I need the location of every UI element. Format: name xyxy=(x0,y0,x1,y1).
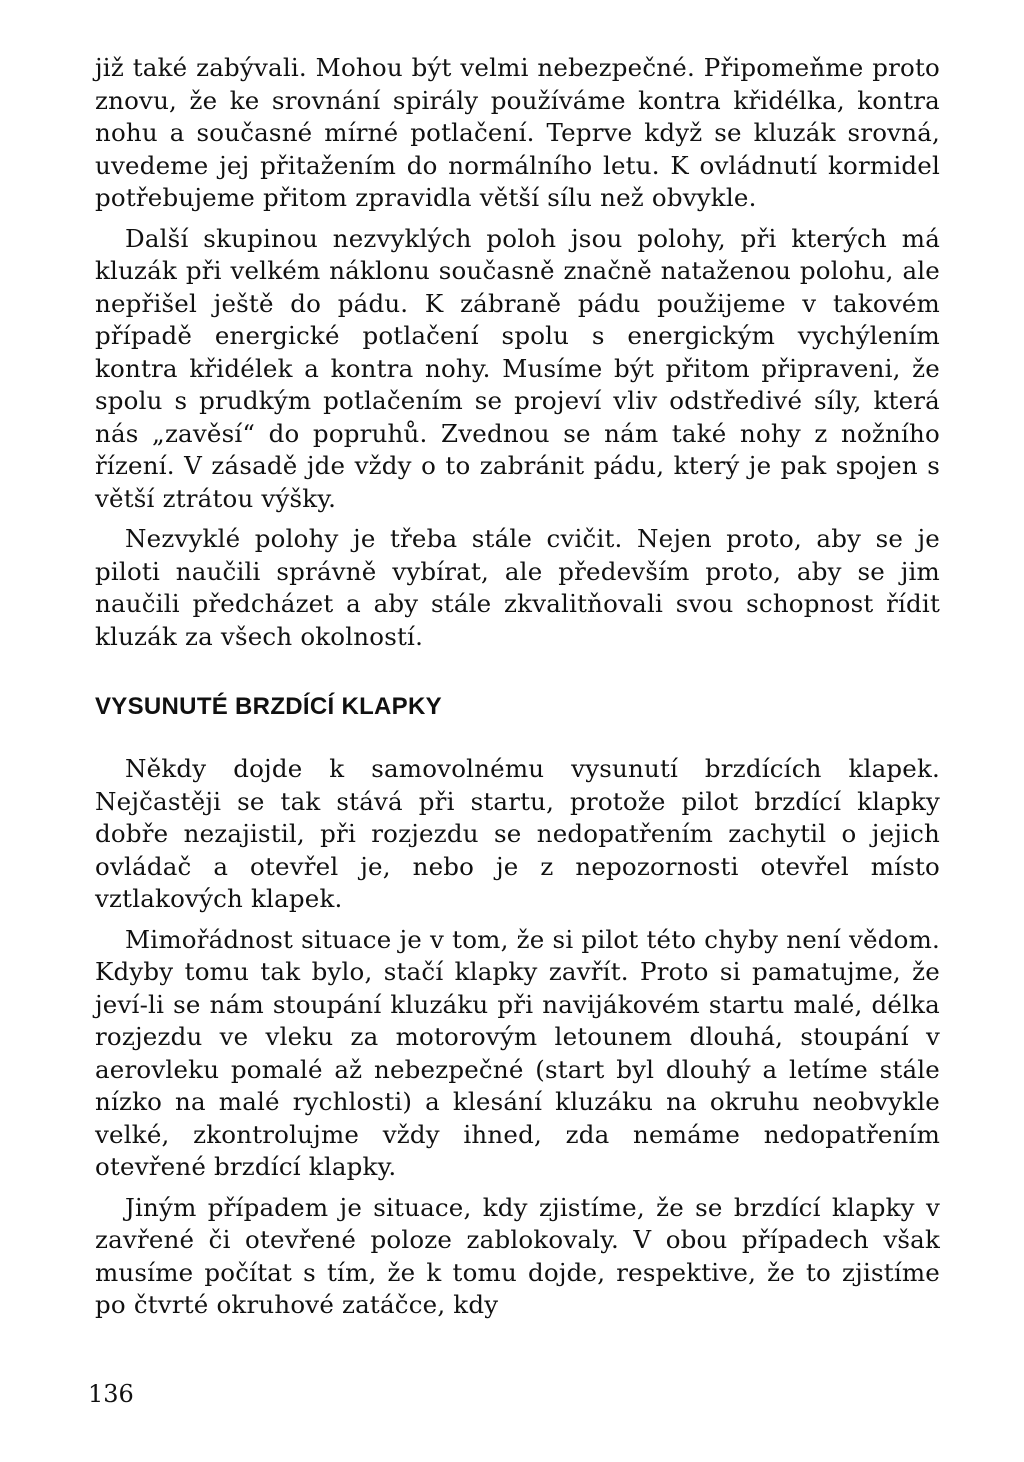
page-text-block xyxy=(95,52,940,1330)
paragraph-unusual-attitudes: Další skupinou nezvyklých poloh jsou polohy, při kterých má kluzák při velkém náklonu současně značně nataženou polohu, ale nepřišel ještě do pádu. K zábraně pádu použijeme v takovém případě energické potlačení spolu s energickým vychýlením kontra křidélek a kontra nohy. Musíme být přitom připraveni, že spolu s prudkým potlačením se projeví vliv odstředivé síly, která nás „zavěsí“ do popruhů. Zvednou se nám také nohy z nožního řízení. V zásadě jde vždy o to zabránit pádu, který je pak spojen s větší ztrátou výšky. xyxy=(95,223,940,513)
paragraph-spiral-recovery: již také zabývali. Mohou být velmi nebezpečné. Připomeňme proto znovu, že ke srovnání spirály používáme kontra křidélka, kontra nohu a současné mírné potlačení. Teprve když se kluzák srovná, uvedeme jej přitažením do normálního letu. K ovládnutí kormidel potřebujeme přitom zpravidla větší sílu než obvykle. xyxy=(95,53,940,212)
section-heading: VYSUNUTÉ BRZDÍCÍ KLAPKY xyxy=(95,693,442,720)
paragraph-airbrakes-unaware: Mimořádnost situace je v tom, že si pilot této chyby není vědom. Kdyby tomu tak bylo, stačí klapky zavřít. Proto si pamatujme, že jeví-li se nám stoupání kluzáku při navijákovém startu malé, délka rozjezdu ve vleku za motorovým letounem dlouhá, stoupání v aerovleku pomalé až nebezpečné (start byl dlouhý a letíme stále nízko na malé rychlosti) a klesání kluzáku na okruhu neobvykle velké, zkontrolujme vždy ihned, zda nemáme nedopatřením otevřené brzdící klapky. xyxy=(95,924,940,1181)
page-number: 136 xyxy=(88,1380,134,1408)
paragraph-airbrakes-blocked: Jiným případem je situace, kdy zjistíme, že se brzdící klapky v zavřené či otevřené poloze zablokovaly. V obou případech však musíme počítat s tím, že k tomu dojde, respektive, že to zjistíme po čtvrté okruhové zatáčce, kdy xyxy=(95,1192,940,1319)
paragraph-practice: Nezvyklé polohy je třeba stále cvičit. Nejen proto, aby se je piloti naučili správně vybírat, ale především proto, aby se jim naučili předcházet a aby stále zkvalitňovali svou schopnost řídit kluzák za všech okolností. xyxy=(95,524,940,651)
paragraph-airbrakes-deploy: Někdy dojde k samovolnému vysunutí brzdících klapek. Nejčastěji se tak stává při startu, protože pilot brzdící klapky dobře nezajistil, při rozjezdu se nedopatřením zachytil o jejich ovládač a otevřel je, nebo je z nepozornosti otevřel místo vztlakových klapek. xyxy=(95,754,940,913)
